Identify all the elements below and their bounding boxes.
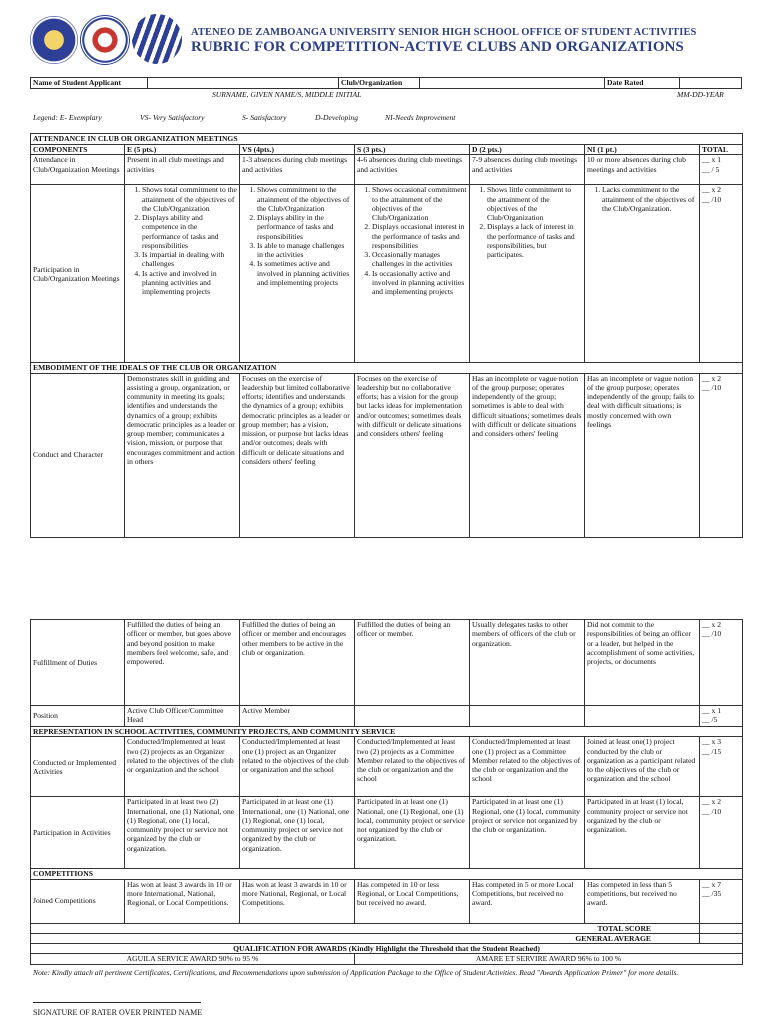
cell-d <box>470 706 585 727</box>
senior-high-seal-logo <box>80 15 130 65</box>
cell-ni: Has an incomplete or vague notion of the group purpose; operates independently of the group; fails to deal with difficult situations; is mostly concerned with own feelings <box>585 373 700 537</box>
student-info-table <box>30 77 742 89</box>
cell-d: 7-9 absences during club meetings and activities <box>470 155 585 185</box>
cell-s: Participated in at least one (1) National, one (1) Regional, one (1) local, community project or service not organized by the club or organization. <box>355 797 470 869</box>
cell-e: Has won at least 3 awards in 10 or more International, National, Regional, or Local Competitions. <box>125 879 240 923</box>
col-vs: VS (4pts.) <box>240 145 355 155</box>
aguila-award[interactable]: AGUILA SERVICE AWARD 90% to 95 % <box>31 954 355 964</box>
table-row <box>31 706 743 727</box>
cell-vs: Conducted/Implemented at least one (1) project as an Organizer related to the objectives of the club or organization and the school <box>240 737 355 797</box>
cell-vs: Participated in at least one (1) International, one (1) National, one (1) Regional, one (1) local, community project or service not organized by the club or organization. <box>240 797 355 869</box>
cell-d: Has competed in 5 or more Local Competitions, but received no award. <box>470 879 585 923</box>
section-attendance: ATTENDANCE IN CLUB OR ORGANIZATION MEETINGS <box>31 134 743 145</box>
cell-d: 1. Shows little commitment to the attainment of the objectives of the Club/Organization 2. Displays a lack of interest in the performance of tasks and responsibilities, but participates. <box>470 185 585 363</box>
col-e: E (5 pts.) <box>125 145 240 155</box>
cell-e: 1. Shows total commitment to the attainment of the objectives of the Club/Organization 2. Displays ability and competence in the performance of tasks and responsibilities 3. Is impartial in dealing with challenges 4. Is active and involved in planning activities and implementing projects <box>125 185 240 363</box>
rubric-table-part2 <box>30 619 743 965</box>
legend-d: D-Developing <box>315 113 359 122</box>
total-cell[interactable]: __ x 2 __ /10 <box>700 185 743 363</box>
table-row <box>31 373 743 537</box>
row-label: Conduct and Character <box>31 373 125 537</box>
rubric-table-part1 <box>30 133 743 538</box>
col-total: TOTAL <box>700 145 743 155</box>
table-row <box>31 620 743 706</box>
legend-ni: NI-Needs Improvement <box>385 113 456 122</box>
legend-vs: VS- Very Satisfactory <box>140 113 205 122</box>
col-d: D (2 pts.) <box>470 145 585 155</box>
total-cell[interactable]: __ x 1 __ / 5 <box>700 155 743 185</box>
section-competitions: COMPETITIONS <box>31 869 743 879</box>
date-field[interactable] <box>680 78 742 89</box>
general-average-label: GENERAL AVERAGE <box>31 933 700 943</box>
legend-title: Legend: E- Exemplary <box>33 113 102 122</box>
total-cell[interactable]: __ x 2 __ /10 <box>700 620 743 706</box>
amare-award[interactable]: AMARE ET SERVIRE AWARD 96% to 100 % <box>355 954 743 964</box>
col-components: COMPONENTS <box>31 145 125 155</box>
cell-e: Active Club Officer/Committee Head <box>125 706 240 727</box>
row-label: Position <box>31 706 125 727</box>
cell-e: Present in all club meetings and activities <box>125 155 240 185</box>
total-cell[interactable]: __ x 1 __ /5 <box>700 706 743 727</box>
row-label: Fulfillment of Duties <box>31 620 125 706</box>
signature-label: SIGNATURE OF RATER OVER PRINTED NAME <box>33 1008 203 1017</box>
signature-line[interactable] <box>33 1002 201 1003</box>
cell-vs: Active Member <box>240 706 355 727</box>
date-label: Date Rated <box>605 78 680 89</box>
total-score-field[interactable] <box>700 923 743 933</box>
row-label: Conducted or Implemented Activities <box>31 737 125 797</box>
cell-ni: Did not commit to the responsibilities of being an officer or a leader, but helped in the accomplishment of some activities, projects, or documents <box>585 620 700 706</box>
cell-ni: Has competed in less than 5 competitions, but received no award. <box>585 879 700 923</box>
cell-ni: Joined at least one(1) project conducted by the club or organization as a participant related to the objectives of the club or organization and the school <box>585 737 700 797</box>
general-average-field[interactable] <box>700 933 743 943</box>
section-embodiment: EMBODIMENT OF THE IDEALS OF THE CLUB OR ORGANIZATION <box>31 363 743 373</box>
cell-s: Has competed in 10 or less Regional, or Local Competitions, but received no award. <box>355 879 470 923</box>
cell-vs: 1-3 absences during club meetings and activities <box>240 155 355 185</box>
club-field[interactable] <box>420 78 605 89</box>
cell-vs: Has won at least 3 awards in 10 or more National, Regional, or Local Competitions. <box>240 879 355 923</box>
cell-d: Participated in at least one (1) Regional, one (1) local, community project or service not organized by the club or organization. <box>470 797 585 869</box>
table-row <box>31 185 743 363</box>
cell-vs: 1. Shows commitment to the attainment of the objectives of the Club/Organization 2. Displays ability in the performance of tasks and responsibilities 3. Is able to manage challenges in the activities 4. Is sometimes active and involved in planning activities and implementing projects <box>240 185 355 363</box>
name-hint: SURNAME, GIVEN NAME/S, MIDDLE INITIAL <box>212 90 362 99</box>
row-label: Participation in Activities <box>31 797 125 869</box>
total-cell[interactable]: __ x 2 __ /10 <box>700 373 743 537</box>
cell-d: Usually delegates tasks to other members of officers of the club or organization. <box>470 620 585 706</box>
table-row <box>31 155 743 185</box>
cell-s: Fulfilled the duties of being an officer or member. <box>355 620 470 706</box>
note-text: Note: Kindly attach all pertinent Certificates, Certifications, and Recommendations upon submission of Application Package to the Office of Student Activities. Read "Awards Application Primer" for more details. <box>33 968 679 977</box>
cell-ni: 1. Lacks commitment to the attainment of the objectives of the Club/Organization. <box>585 185 700 363</box>
total-score-label: TOTAL SCORE <box>31 923 700 933</box>
table-row <box>31 879 743 923</box>
university-seal-logo <box>30 16 78 64</box>
col-s: S (3 pts.) <box>355 145 470 155</box>
cell-e: Participated in at least two (2) International, one (1) National, one (1) Regional, one (1) local, community project or service not organized by the club or organization. <box>125 797 240 869</box>
row-label: Participation in Club/Organization Meetings <box>31 185 125 363</box>
header-office: ATENEO DE ZAMBOANGA UNIVERSITY SENIOR HIGH SCHOOL OFFICE OF STUDENT ACTIVITIES <box>191 27 697 38</box>
applicant-name-field[interactable] <box>148 78 339 89</box>
cell-vs: Fulfilled the duties of being an officer or member and encourages other members to be active in the club or organization. <box>240 620 355 706</box>
page-title: RUBRIC FOR COMPETITION-ACTIVE CLUBS AND ORGANIZATIONS <box>191 39 684 55</box>
cell-vs: Focuses on the exercise of leadership but limited collaborative efforts; identifies and understands the dynamics of a group; exhibits democratic principles as a leader or group member; has a vision, mission, or purpose but lacks ideas and/or outcomes; deals with difficult or delicate situations and considers others' feeling <box>240 373 355 537</box>
club-label: Club/Organization <box>339 78 420 89</box>
cell-d: Has an incomplete or vague notion of the group purpose; operates independently of the group; sometimes is able to deal with difficult situations; sometimes deals with difficult or delicate situations and considers others' feeling <box>470 373 585 537</box>
cell-e: Conducted/Implemented at least two (2) projects as an Organizer related to the objectives of the club or organization and the school <box>125 737 240 797</box>
cell-s: Focuses on the exercise of leadership but no collaborative efforts; has a vision for the group but lacks ideas for implementation and/or outcomes; sometimes deals with difficult or delicate situations and considers others' feeling <box>355 373 470 537</box>
total-cell[interactable]: __ x 7 __ /35 <box>700 879 743 923</box>
cell-s: 1. Shows occasional commitment to the attainment of the objectives of the Club/Organization 2. Displays occasional interest in the performance of tasks and responsibilities 3. Occasionally manages challenges in the activities 4. Is occasionally active and involved in planning activities and implementing projects <box>355 185 470 363</box>
cell-ni <box>585 706 700 727</box>
student-activities-logo <box>132 14 182 64</box>
col-ni: NI (1 pt.) <box>585 145 700 155</box>
cell-ni: Participated in at least (1) local, community project or service not organized by the club or organization. <box>585 797 700 869</box>
cell-ni: 10 or more absences during club meetings and activities <box>585 155 700 185</box>
awards-title: QUALIFICATION FOR AWARDS (Kindly Highlight the Threshold that the Student Reached) <box>31 944 743 954</box>
table-row <box>31 797 743 869</box>
table-row <box>31 737 743 797</box>
legend-s: S- Satisfactory <box>242 113 287 122</box>
total-cell[interactable]: __ x 3 __ /15 <box>700 737 743 797</box>
section-representation: REPRESENTATION IN SCHOOL ACTIVITIES, COMMUNITY PROJECTS, AND COMMUNITY SERVICE <box>31 727 743 737</box>
cell-d: Conducted/Implemented at least one (1) project as a Committee Member related to the objectives of the club or organization and the school <box>470 737 585 797</box>
row-label: Joined Competitions <box>31 879 125 923</box>
cell-e: Fulfilled the duties of being an officer or member, but goes above and beyond position to make members feel welcome, safe, and empowered. <box>125 620 240 706</box>
date-hint: MM-DD-YEAR <box>677 90 724 99</box>
row-label: Attendance in Club/Organization Meetings <box>31 155 125 185</box>
cell-s: 4-6 absences during club meetings and activities <box>355 155 470 185</box>
total-cell[interactable]: __ x 2 __ /10 <box>700 797 743 869</box>
cell-e: Demonstrates skill in guiding and assisting a group, organization, or community in meeting its goals; identifies and understands the dynamics of a group; exhibits democratic principles as a leader or group member; communicates a vision, mission, or purpose that encourages commitment and action in others <box>125 373 240 537</box>
cell-s: Conducted/Implemented at least two (2) projects as a Committee Member related to the objectives of the club or organization and the school <box>355 737 470 797</box>
applicant-label: Name of Student Applicant <box>31 78 148 89</box>
cell-s <box>355 706 470 727</box>
